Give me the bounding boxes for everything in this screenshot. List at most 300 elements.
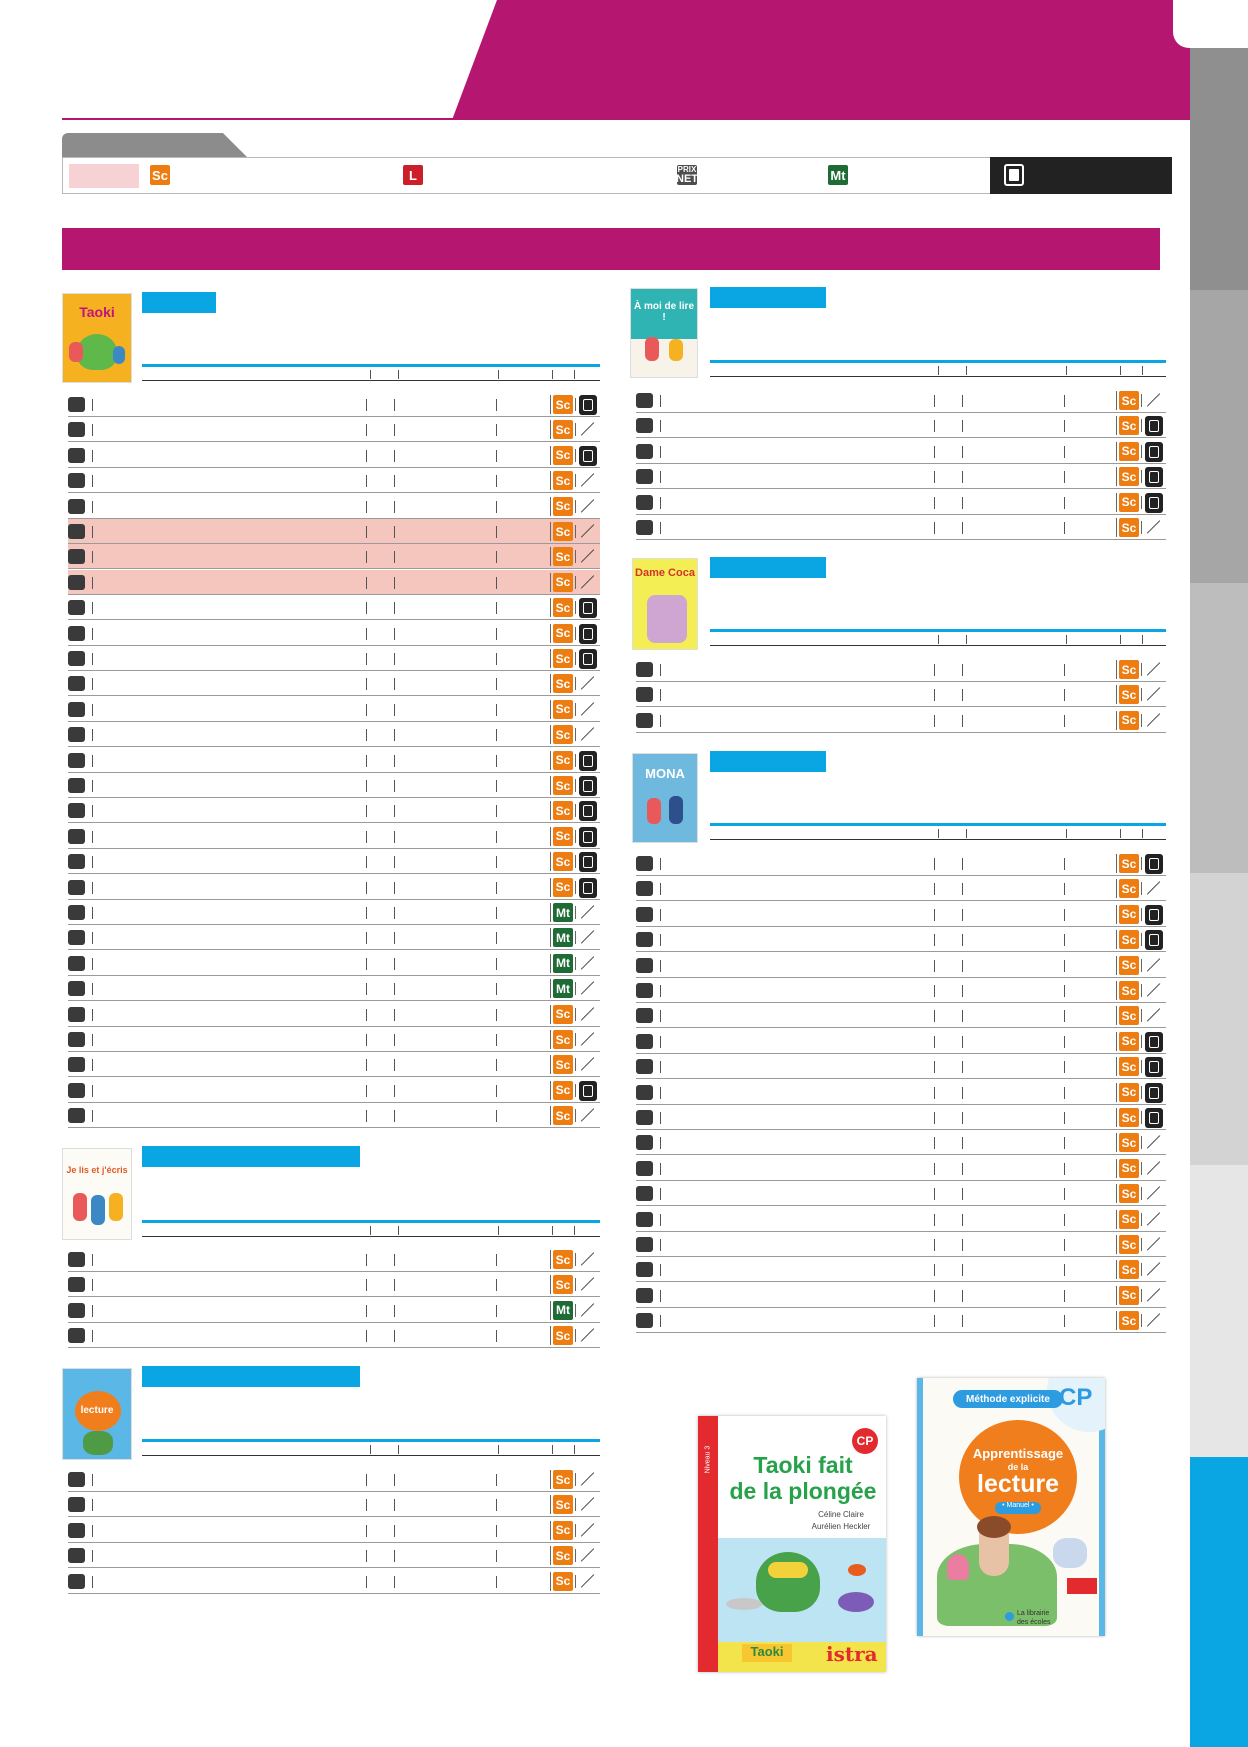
header-divider xyxy=(574,1445,575,1454)
apprentissage-cover xyxy=(62,1368,132,1460)
side-tab-2[interactable] xyxy=(1190,290,1248,583)
row-divider xyxy=(660,689,661,701)
row-checkbox[interactable] xyxy=(68,499,85,514)
row-divider xyxy=(394,1474,395,1486)
row-checkbox[interactable] xyxy=(68,803,85,818)
row-checkbox[interactable] xyxy=(68,1574,85,1589)
row-divider xyxy=(92,602,93,614)
row-divider xyxy=(934,1290,935,1302)
row-divider xyxy=(496,526,497,538)
row-divider xyxy=(366,983,367,995)
tablet-icon xyxy=(579,751,597,771)
row-divider xyxy=(962,883,963,895)
table-row[interactable] xyxy=(636,1080,1166,1105)
table-row[interactable] xyxy=(636,1207,1166,1232)
side-tab-3[interactable] xyxy=(1190,583,1248,873)
row-divider xyxy=(92,1110,93,1122)
row-checkbox[interactable] xyxy=(636,1085,653,1100)
header-divider xyxy=(1066,635,1067,644)
row-checkbox[interactable] xyxy=(68,702,85,717)
row-divider xyxy=(366,729,367,741)
table-row[interactable] xyxy=(68,1103,600,1128)
publisher-logo: istra xyxy=(826,1642,878,1666)
je-lis-table-rule xyxy=(142,1220,600,1223)
table-row[interactable] xyxy=(636,490,1166,515)
row-divider xyxy=(92,501,93,513)
table-row[interactable] xyxy=(636,1232,1166,1257)
row-divider xyxy=(92,1550,93,1562)
row-divider xyxy=(92,653,93,665)
row-divider xyxy=(934,909,935,921)
table-row[interactable] xyxy=(68,824,600,849)
table-row[interactable] xyxy=(636,413,1166,438)
side-tab-active[interactable] xyxy=(1190,1457,1248,1747)
scolaire-icon: Sc xyxy=(553,1030,573,1049)
row-checkbox[interactable] xyxy=(636,418,653,433)
row-checkbox[interactable] xyxy=(68,854,85,869)
table-row[interactable] xyxy=(68,1518,600,1543)
row-divider xyxy=(394,831,395,843)
table-row[interactable] xyxy=(636,1054,1166,1079)
row-checkbox[interactable] xyxy=(636,958,653,973)
row-checkbox[interactable] xyxy=(636,856,653,871)
row-checkbox[interactable] xyxy=(68,473,85,488)
row-divider xyxy=(1064,1112,1065,1124)
table-row[interactable] xyxy=(68,748,600,773)
row-checkbox[interactable] xyxy=(68,397,85,412)
table-row[interactable] xyxy=(68,1247,600,1272)
tablet-icon xyxy=(1145,442,1163,462)
scolaire-icon: Sc xyxy=(1119,1286,1139,1305)
row-divider xyxy=(962,446,963,458)
row-divider xyxy=(496,958,497,970)
row-checkbox[interactable] xyxy=(636,1262,653,1277)
table-row[interactable] xyxy=(636,439,1166,464)
row-checkbox[interactable] xyxy=(68,1328,85,1343)
row-checkbox[interactable] xyxy=(68,575,85,590)
row-divider xyxy=(934,689,935,701)
row-checkbox[interactable] xyxy=(68,1108,85,1123)
table-row[interactable] xyxy=(68,1027,600,1052)
table-row[interactable] xyxy=(636,1130,1166,1155)
taoki-cover-title: Taoki xyxy=(79,304,115,320)
row-divider xyxy=(496,729,497,741)
row-divider xyxy=(1064,446,1065,458)
row-checkbox[interactable] xyxy=(68,956,85,971)
scolaire-icon: Sc xyxy=(553,471,573,490)
scolaire-icon: Sc xyxy=(1119,1235,1139,1254)
header-divider xyxy=(938,366,939,375)
row-divider xyxy=(962,960,963,972)
row-checkbox[interactable] xyxy=(636,1237,653,1252)
table-row[interactable] xyxy=(68,494,600,519)
row-checkbox[interactable] xyxy=(68,1083,85,1098)
row-divider xyxy=(496,1499,497,1511)
table-row[interactable] xyxy=(636,978,1166,1003)
not-available-icon xyxy=(1145,981,1163,1001)
row-checkbox[interactable] xyxy=(68,422,85,437)
table-row[interactable] xyxy=(636,388,1166,413)
table-row[interactable] xyxy=(68,443,600,468)
row-divider xyxy=(934,1315,935,1327)
not-available-icon xyxy=(579,1005,597,1025)
je-lis-table-header xyxy=(142,1224,600,1237)
scolaire-icon: Sc xyxy=(553,878,573,897)
scolaire-icon: Sc xyxy=(1119,1006,1139,1025)
row-divider xyxy=(660,1290,661,1302)
row-checkbox[interactable] xyxy=(636,1212,653,1227)
scolaire-icon: Sc xyxy=(1119,1260,1139,1279)
header-divider xyxy=(552,1226,553,1235)
table-row[interactable] xyxy=(68,544,600,569)
row-divider xyxy=(394,1330,395,1342)
book-author-1: Céline Claire xyxy=(818,1510,864,1519)
apprentissage-cover-title: lecture xyxy=(80,1405,114,1416)
row-divider xyxy=(660,715,661,727)
row-checkbox[interactable] xyxy=(68,1303,85,1318)
book2-title-small: Apprentissage xyxy=(972,1446,1064,1461)
row-divider xyxy=(1064,909,1065,921)
librairie-icon: L xyxy=(403,165,423,185)
scolaire-icon: Sc xyxy=(553,1495,573,1514)
row-divider xyxy=(496,1009,497,1021)
row-checkbox[interactable] xyxy=(68,1523,85,1538)
row-checkbox[interactable] xyxy=(68,905,85,920)
scolaire-icon: Sc xyxy=(553,547,573,566)
row-divider xyxy=(92,907,93,919)
row-divider xyxy=(394,1110,395,1122)
row-divider xyxy=(1064,1239,1065,1251)
table-row[interactable] xyxy=(636,953,1166,978)
publisher-line1: La librairie xyxy=(1017,1610,1050,1617)
row-divider xyxy=(366,1254,367,1266)
row-checkbox[interactable] xyxy=(636,1161,653,1176)
scolaire-icon: Sc xyxy=(553,751,573,770)
row-divider xyxy=(366,1034,367,1046)
row-divider xyxy=(1064,664,1065,676)
table-row[interactable] xyxy=(68,1298,600,1323)
row-checkbox[interactable] xyxy=(636,932,653,947)
scolaire-icon: Sc xyxy=(553,827,573,846)
row-checkbox[interactable] xyxy=(636,881,653,896)
not-available-icon xyxy=(1145,1286,1163,1306)
row-checkbox[interactable] xyxy=(636,444,653,459)
row-checkbox[interactable] xyxy=(68,676,85,691)
header-divider xyxy=(370,370,371,379)
table-row[interactable] xyxy=(636,902,1166,927)
scolaire-icon: Sc xyxy=(553,446,573,465)
row-checkbox[interactable] xyxy=(68,1057,85,1072)
row-divider xyxy=(660,858,661,870)
mona-table-header xyxy=(710,827,1166,840)
not-available-icon xyxy=(1145,685,1163,705)
row-checkbox[interactable] xyxy=(636,520,653,535)
row-checkbox[interactable] xyxy=(68,753,85,768)
row-divider xyxy=(366,1576,367,1588)
scolaire-icon: Sc xyxy=(553,1470,573,1489)
scolaire-icon: Sc xyxy=(1119,391,1139,410)
table-row[interactable] xyxy=(68,1492,600,1517)
not-available-icon xyxy=(1145,518,1163,538)
table-row[interactable] xyxy=(68,697,600,722)
table-row[interactable] xyxy=(636,657,1166,682)
legend-highlight-swatch xyxy=(69,164,139,188)
row-divider xyxy=(92,526,93,538)
row-checkbox[interactable] xyxy=(636,1288,653,1303)
row-divider xyxy=(366,1474,367,1486)
row-divider xyxy=(934,715,935,727)
row-divider xyxy=(496,551,497,563)
row-divider xyxy=(366,1525,367,1537)
not-available-icon xyxy=(579,1030,597,1050)
featured-book-apprentissage-lecture[interactable] xyxy=(917,1378,1105,1636)
not-available-icon xyxy=(579,903,597,923)
row-divider xyxy=(962,1036,963,1048)
methode-tag-label: Méthode explicite xyxy=(966,1393,1050,1405)
table-row[interactable] xyxy=(636,708,1166,733)
table-row[interactable] xyxy=(68,722,600,747)
table-row[interactable] xyxy=(636,927,1166,952)
row-checkbox[interactable] xyxy=(68,600,85,615)
row-divider xyxy=(660,1036,661,1048)
table-row[interactable] xyxy=(636,1003,1166,1028)
level-label: Niveau 3 xyxy=(704,1445,712,1474)
table-row[interactable] xyxy=(68,773,600,798)
tablet-icon xyxy=(1145,1032,1163,1052)
legend-tab xyxy=(62,133,247,157)
row-checkbox[interactable] xyxy=(68,778,85,793)
scolaire-icon: Sc xyxy=(1119,1159,1139,1178)
row-divider xyxy=(962,522,963,534)
table-row[interactable] xyxy=(68,621,600,646)
row-divider xyxy=(394,958,395,970)
row-checkbox[interactable] xyxy=(68,1252,85,1267)
row-divider xyxy=(366,805,367,817)
row-divider xyxy=(934,446,935,458)
row-divider xyxy=(394,1525,395,1537)
table-row[interactable] xyxy=(68,468,600,493)
table-row[interactable] xyxy=(68,1002,600,1027)
table-row[interactable] xyxy=(636,1283,1166,1308)
side-tab-5[interactable] xyxy=(1190,1165,1248,1457)
row-checkbox[interactable] xyxy=(636,1034,653,1049)
row-divider xyxy=(394,1305,395,1317)
mona-cover xyxy=(632,753,698,843)
row-checkbox[interactable] xyxy=(68,930,85,945)
table-row[interactable] xyxy=(68,1052,600,1077)
table-row[interactable] xyxy=(636,1308,1166,1333)
row-divider xyxy=(934,395,935,407)
row-divider xyxy=(1064,1188,1065,1200)
row-divider xyxy=(496,983,497,995)
manuel-tablette-icon: Mt xyxy=(553,1301,573,1320)
row-divider xyxy=(366,831,367,843)
row-checkbox[interactable] xyxy=(68,524,85,539)
table-row[interactable] xyxy=(68,1569,600,1594)
row-divider xyxy=(496,1525,497,1537)
table-row[interactable] xyxy=(636,1257,1166,1282)
row-checkbox[interactable] xyxy=(636,1186,653,1201)
row-checkbox[interactable] xyxy=(636,1008,653,1023)
table-row[interactable] xyxy=(68,1467,600,1492)
row-divider xyxy=(92,1034,93,1046)
row-checkbox[interactable] xyxy=(636,662,653,677)
not-available-icon xyxy=(1145,1235,1163,1255)
table-row[interactable] xyxy=(68,646,600,671)
row-divider xyxy=(496,1474,497,1486)
row-checkbox[interactable] xyxy=(68,1548,85,1563)
scolaire-icon: Sc xyxy=(553,624,573,643)
row-divider xyxy=(1064,497,1065,509)
row-divider xyxy=(1064,1315,1065,1327)
table-row[interactable] xyxy=(636,1181,1166,1206)
scolaire-icon: Sc xyxy=(1119,854,1139,873)
side-tab-4[interactable] xyxy=(1190,873,1248,1165)
table-row[interactable] xyxy=(68,875,600,900)
row-divider xyxy=(92,628,93,640)
row-divider xyxy=(366,577,367,589)
row-divider xyxy=(934,1264,935,1276)
row-divider xyxy=(366,1499,367,1511)
row-checkbox[interactable] xyxy=(68,727,85,742)
not-available-icon xyxy=(579,725,597,745)
row-divider xyxy=(394,1499,395,1511)
row-divider xyxy=(366,1085,367,1097)
table-row[interactable] xyxy=(68,417,600,442)
table-row[interactable] xyxy=(636,464,1166,489)
header-divider xyxy=(398,1445,399,1454)
table-row[interactable] xyxy=(636,851,1166,876)
row-divider xyxy=(962,1214,963,1226)
row-checkbox[interactable] xyxy=(636,983,653,998)
book2-title-de: de la xyxy=(1007,1462,1029,1472)
table-row[interactable] xyxy=(636,1029,1166,1054)
tablet-icon xyxy=(1145,1108,1163,1128)
scolaire-icon: Sc xyxy=(553,1546,573,1565)
row-checkbox[interactable] xyxy=(68,829,85,844)
row-checkbox[interactable] xyxy=(636,1059,653,1074)
row-divider xyxy=(92,1525,93,1537)
row-checkbox[interactable] xyxy=(636,1313,653,1328)
featured-book-taoki-plongee[interactable] xyxy=(698,1416,886,1672)
table-row[interactable] xyxy=(636,1156,1166,1181)
apprentissage-series-label xyxy=(142,1366,360,1387)
row-checkbox[interactable] xyxy=(68,1032,85,1047)
manuel-tablette-icon: Mt xyxy=(828,165,848,185)
row-checkbox[interactable] xyxy=(68,880,85,895)
table-row[interactable] xyxy=(636,515,1166,540)
dame-coca-table-rule xyxy=(710,629,1166,632)
row-divider xyxy=(1064,1061,1065,1073)
scolaire-icon: Sc xyxy=(553,674,573,693)
table-row[interactable] xyxy=(68,1078,600,1103)
header-divider xyxy=(552,370,553,379)
table-row[interactable] xyxy=(68,671,600,696)
row-checkbox[interactable] xyxy=(68,1007,85,1022)
row-divider xyxy=(496,577,497,589)
row-divider xyxy=(962,985,963,997)
table-row[interactable] xyxy=(68,925,600,950)
row-divider xyxy=(934,1036,935,1048)
row-divider xyxy=(366,907,367,919)
not-available-icon xyxy=(1145,1184,1163,1204)
not-available-icon xyxy=(1145,956,1163,976)
header-divider xyxy=(966,635,967,644)
row-divider xyxy=(92,805,93,817)
row-divider xyxy=(934,1239,935,1251)
row-checkbox[interactable] xyxy=(636,687,653,702)
row-checkbox[interactable] xyxy=(636,1110,653,1125)
row-divider xyxy=(934,985,935,997)
header-divider xyxy=(398,370,399,379)
table-row[interactable] xyxy=(68,900,600,925)
table-row[interactable] xyxy=(68,849,600,874)
table-row[interactable] xyxy=(636,876,1166,901)
header-divider xyxy=(398,1226,399,1235)
row-divider xyxy=(92,958,93,970)
scolaire-icon: Sc xyxy=(553,573,573,592)
row-checkbox[interactable] xyxy=(636,495,653,510)
table-row[interactable] xyxy=(68,570,600,595)
table-row[interactable] xyxy=(68,595,600,620)
row-checkbox[interactable] xyxy=(68,981,85,996)
table-row[interactable] xyxy=(636,682,1166,707)
row-divider xyxy=(962,858,963,870)
row-divider xyxy=(496,780,497,792)
table-row[interactable] xyxy=(636,1105,1166,1130)
row-checkbox[interactable] xyxy=(68,1277,85,1292)
book2-subtitle: • Manuel • xyxy=(995,1502,1041,1514)
row-divider xyxy=(496,678,497,690)
row-divider xyxy=(92,755,93,767)
table-row[interactable] xyxy=(68,976,600,1001)
table-row[interactable] xyxy=(68,1272,600,1297)
header-divider xyxy=(1142,829,1143,838)
row-checkbox[interactable] xyxy=(68,1497,85,1512)
tablet-icon xyxy=(579,776,597,796)
row-divider xyxy=(394,678,395,690)
row-divider xyxy=(394,577,395,589)
row-divider xyxy=(366,501,367,513)
row-checkbox[interactable] xyxy=(68,448,85,463)
table-row[interactable] xyxy=(68,1323,600,1348)
row-checkbox[interactable] xyxy=(68,549,85,564)
row-checkbox[interactable] xyxy=(636,469,653,484)
row-divider xyxy=(92,1009,93,1021)
table-row[interactable] xyxy=(68,951,600,976)
scolaire-icon: Sc xyxy=(553,1055,573,1074)
table-row[interactable] xyxy=(68,1543,600,1568)
row-divider xyxy=(962,471,963,483)
table-row[interactable] xyxy=(68,392,600,417)
row-divider xyxy=(496,805,497,817)
row-checkbox[interactable] xyxy=(636,713,653,728)
row-checkbox[interactable] xyxy=(68,1472,85,1487)
row-divider xyxy=(962,1290,963,1302)
row-divider xyxy=(496,704,497,716)
table-row[interactable] xyxy=(68,519,600,544)
scolaire-icon: Sc xyxy=(1119,1133,1139,1152)
row-divider xyxy=(394,1576,395,1588)
row-checkbox[interactable] xyxy=(636,907,653,922)
row-checkbox[interactable] xyxy=(636,1135,653,1150)
row-divider xyxy=(934,1010,935,1022)
table-row[interactable] xyxy=(68,798,600,823)
row-checkbox[interactable] xyxy=(636,393,653,408)
not-available-icon xyxy=(1145,1133,1163,1153)
row-checkbox[interactable] xyxy=(68,651,85,666)
row-checkbox[interactable] xyxy=(68,626,85,641)
